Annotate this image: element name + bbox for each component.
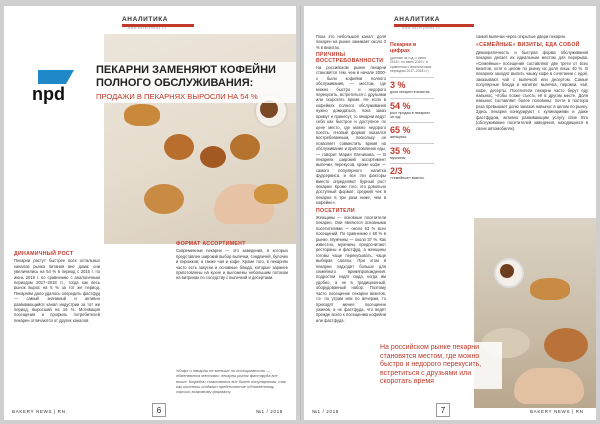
footer-brand: BAKERY NEWS | RN: [12, 409, 66, 414]
spine: [300, 6, 301, 420]
stats-sidebar: [390, 42, 434, 184]
stat-number: 2/3: [390, 166, 403, 177]
article-column: [476, 34, 588, 132]
page-number: 6: [152, 403, 166, 417]
site-url: www.bakerynews.ru: [402, 26, 440, 30]
left-page: [4, 6, 296, 420]
column-heading: «СЕМЕЙНЫЕ» ВИЗИТЫ, ЕДА СОБОЙ: [476, 42, 580, 49]
footer-issue: №1 / 2019: [312, 409, 339, 414]
column-text: Пекарни растут быстрее всех остальных каналов рынка питания вне дома: они увеличились на 54 % в период с 2016 г. по июнь 2019 г. по сравнению с аналогичным периодом 2017–2018 гг., тогда как весь рынок вырос на 5 % за тот же период. Пекарням дало удалось опередить фастфуд — самый значимый и активно развивающийся канал индустрии за тот же период, выросший на 16 %. Мотивация посещения и профиль потребителей пекарен отличаются от других каналов.: [14, 258, 100, 323]
column-intro: самой выпечки через открытые двери пекарни.: [476, 34, 566, 39]
section-label: АНАЛИТИКА: [394, 15, 441, 23]
quote-text: «Кофе и пекарни не меньше по посещаемости — обменяются местами: пекарни рынок фастфуда все выше. Кофейни становятся все более популярными, так как клиенты отдают предпочтение обновлённому, хорошо знакомому формату.: [176, 368, 286, 395]
column-text: Женщины — основные посетители пекарен. Они являются основными посетителями — около 63 % всех посещений. По сравнению с 60 % в рынке. Мужчины — около 37 %. Как известно, мужчины предпочитают рестораны и фастфуд, а женщины готовы чаще перекусывать, чаще выбирая салаты. При этом в пекарни подходят больше для семейного времяпровождения: подростки ходят сюда, когда им удобно, а не в традиционный, оборудованный набор. Поэтому часто посещение пекарни визитов, т.е. по утрам или по вечерам, то приходят менее: посещение ужинов, а не фастфуда, что ведёт прежде всего к посещению кофейни или фастфуда.: [316, 215, 386, 323]
headline-block: [92, 62, 296, 103]
stat-item: [390, 163, 434, 180]
footer-issue: №1 / 2019: [256, 409, 283, 414]
page-number: 7: [436, 403, 450, 417]
npd-logo-icon: [30, 66, 86, 106]
stat-desc: женщины;: [390, 135, 407, 140]
stat-desc: доля пекарен в визитах;: [390, 90, 431, 95]
column-intro: Пока это небольшой канал: доля пекарен на рынке занимает около 3 % в визитах.: [316, 34, 386, 50]
stats-title: Пекарни в цифрах: [390, 42, 417, 54]
stat-item: [390, 122, 434, 139]
stat-number: 3 %: [390, 80, 406, 91]
column-heading: ДИНАМИЧНЫЙ РОСТ: [14, 251, 74, 257]
site-url: www.bakerynews.ru: [128, 26, 166, 30]
stat-number: 65 %: [390, 125, 411, 136]
stat-item: [390, 77, 434, 94]
stat-number: 35 %: [390, 145, 411, 156]
stat-desc: «семейные» визиты.: [390, 176, 425, 181]
page-subhead: ПРОДАЖИ В ПЕКАРНЯХ ВЫРОСЛИ НА 54 %: [96, 92, 258, 101]
column-heading: ПОСЕТИТЕЛИ: [316, 207, 355, 214]
section-tab-right: [394, 12, 474, 26]
stat-item: [390, 98, 434, 120]
stat-desc: мужчины;: [390, 155, 407, 160]
article-column: [316, 34, 386, 324]
section-label: АНАЛИТИКА: [122, 15, 169, 23]
stat-number: 54 %: [390, 100, 411, 111]
stats-note: (данные за год, с июня 2018 г. по июнь 2019 г. в сравнении с аналогичным периодом 2017–2018 гг.): [390, 56, 432, 73]
column-text: Современные пекарни — это заведения, в которых представлен широкий выбор выпечки, сэндвичей, булочек и пирожков, а также чая и кофе. Кроме того, в пекарнях часто есть закуски и основные блюда, которые заранее приготовлены на кухне и выложены небольшим потоком на витринах по соседству с выпечкой и десертами.: [176, 248, 288, 281]
article-column: [14, 252, 100, 324]
footer-brand: BAKERY NEWS | RN: [530, 409, 584, 414]
stat-desc: рост продаж в пекарнях за год;: [390, 110, 431, 119]
svg-text:npd: npd: [32, 84, 65, 104]
column-heading: ПРИЧИНЫ ВОССТРЕБОВАННОСТИ: [316, 52, 384, 64]
column-heading: ФОРМАТ АССОРТИМЕНТ: [176, 241, 246, 247]
section-tab-left: [122, 12, 194, 26]
article-column: [176, 242, 288, 282]
stat-item: [390, 143, 434, 160]
page-headline: ПЕКАРНИ ЗАМЕНЯЮТ КОФЕЙНИ ПОЛНОГО ОБСЛУЖИВАНИЯ:: [96, 64, 276, 89]
column-text: На российском рынке пекарни становятся тем, чем в начале 2000-х были кофейни полного обслуживания, — местом, где можно быстро и недорого перекусить, встретиться с друзьями или скоротать время. Не если в кофейнях полного обслуживания нужно дожидаться, пока заказ примут и принесут, то пекарни ведут себя как быстрое и доступное по цене место, где можно недорого поесть. «Новый формат оказался востребованным, поскольку он позволяет совместить время на обслуживание и приготовление еды, — говорит Мария Латникова. — В пекарнях широкий ассортимент выпечки, перекусов, кроме кофе — самого популярного напитка фудсервиса, и все эти факторы вместе определяют бурный рост пекарни. Кроме того, это довольно доступный формат: средний чек в пекарне в три раза ниже, чем в кофейне».: [316, 65, 386, 206]
right-page: [304, 6, 596, 420]
column-text: Демократичность и быстрая форма обслуживания пекарни делает их идеальным местом для перерыва. «Семейные» посещения составляют две трети от всех визитов, хотя в целом по рынку их доля лишь 40 %. В пекарнях заходят выпить чашку кофе в сочетании с едой, заказывают чай с выпечкой или десертом. Самые популярные блюда и напитки: выпечка, пирожки, чай, кофе, десерты. Посетители пекарни часто берут еду навынос, чтобы позже съесть её в другом месте. Доля навынос составляет более половины: почти в полтора раза превышает долю заказов навынос в целом по рынку. Здесь пекарни конкурируют с кулинариями и даже фастфудом, активно развивающим услугу drive thru (обслуживание посетителей заведения, находящихся в своих автомобилях).: [476, 49, 588, 131]
pull-quote: На российском рынке пекарни становятся местом, где можно быстро и недорого перекусить, встретиться с друзьями или скоротать время: [378, 342, 502, 389]
